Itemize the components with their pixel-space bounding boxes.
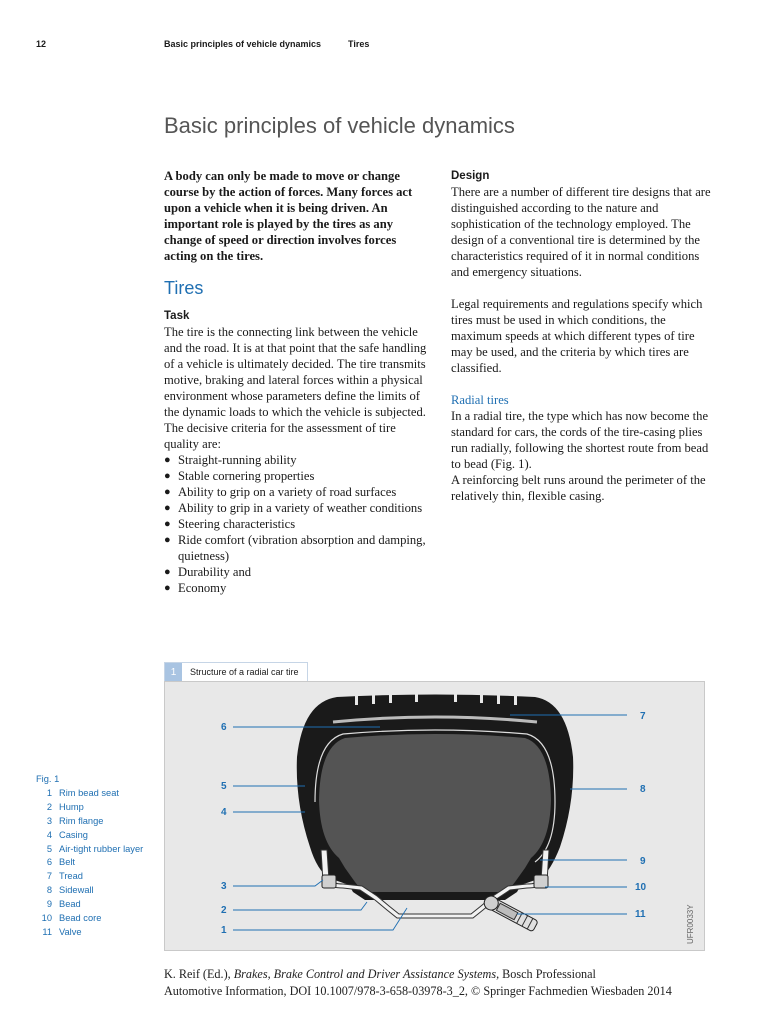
- list-item: ● Stable cornering properties: [164, 468, 432, 484]
- list-item: ● Straight-running ability: [164, 452, 432, 468]
- figure-code: UFR0033Y: [686, 904, 695, 944]
- callout-4: 4: [221, 807, 227, 818]
- bead-right: [534, 875, 548, 888]
- callout-5: 5: [221, 781, 227, 792]
- list-item: ● Ability to grip in a variety of weather conditions: [164, 500, 432, 516]
- legend-item: 3 Rim flange: [46, 815, 104, 826]
- tire-cross-section: [165, 682, 704, 950]
- design-paragraph-2: Legal requirements and regulations specify which tires must be used in which conditions, the maximum speeds at which different types of tire may be used, and the criteria by which tires are classified.: [451, 297, 703, 375]
- tire-cavity: [319, 734, 551, 892]
- callout-9: 9: [640, 856, 646, 867]
- list-item: ● Ability to grip on a variety of road surfaces: [164, 484, 432, 500]
- callout-8: 8: [640, 784, 646, 795]
- right-column: [451, 168, 719, 504]
- book-title: Brakes, Brake Control and Driver Assistance Systems,: [233, 967, 500, 981]
- figure-caption-tab: [164, 662, 308, 682]
- page-title: Basic principles of vehicle dynamics: [164, 113, 515, 138]
- task-heading: Task: [164, 310, 190, 322]
- radial-paragraph-1: In a radial tire, the type which has now become the standard for cars, the cords of the tire-casing plies run radially, following the shortest route from bead to bead (Fig. 1).: [451, 409, 709, 471]
- left-column: [164, 168, 432, 596]
- callout-10: 10: [635, 882, 647, 893]
- running-head-section: Basic principles of vehicle dynamics: [164, 39, 322, 49]
- legend-item: 8 Sidewall: [46, 885, 94, 896]
- list-item: ● Ride comfort (vibration absorption and damping, quietness): [164, 532, 432, 564]
- design-paragraph-1: There are a number of different tire designs that are distinguished according to the nature and sophistication of the technology employed. The design of a conventional tire is determined by the characteristics required of it in normal conditions and emergency situations.: [451, 185, 711, 279]
- intro-paragraph: A body can only be made to move or change course by the action of forces. Many forces act upon a vehicle when it is being driven. An important role is played by the tires as any change of speed or direction involves forces acting on the tires.: [164, 169, 413, 263]
- task-paragraph: The tire is the connecting link between the vehicle and the road. It is at that point that the safe handling of a vehicle is ultimately decided. The tire transmits motive, braking and lateral forces within a physical environment whose parameters define the limits of the dynamic loads to which the vehicle is subjected. The decisive criteria for the assessment of tire quality are:: [164, 325, 427, 451]
- citation-line-2: Automotive Information, DOI 10.1007/978-3-658-03978-3_2, © Springer Fachmedien Wiesbaden 2014: [164, 984, 672, 998]
- legend-item: 5 Air-tight rubber layer: [46, 843, 144, 854]
- callout-1: 1: [221, 925, 227, 936]
- list-item: ● Durability and: [164, 564, 432, 580]
- bead-left: [322, 875, 336, 888]
- legend-item: 11 Valve: [42, 926, 82, 937]
- valve-icon: [482, 894, 539, 933]
- callout-7: 7: [640, 711, 646, 722]
- legend-item: 10 Bead core: [41, 913, 102, 924]
- legend-item: 1 Rim bead seat: [46, 787, 119, 798]
- legend-item: 6 Belt: [46, 857, 76, 868]
- figure-title: Structure of a radial car tire: [190, 667, 299, 677]
- design-heading: Design: [451, 170, 490, 182]
- radial-paragraph-2: A reinforcing belt runs around the perimeter of the relatively thin, flexible casing.: [451, 473, 706, 503]
- tire-diagram: [164, 681, 705, 951]
- callout-3: 3: [221, 881, 227, 892]
- citation-footer: [164, 966, 672, 1000]
- running-head-subsection: Tires: [348, 39, 370, 49]
- page-number: 12: [36, 39, 47, 49]
- criteria-list: [164, 452, 432, 596]
- list-item: ● Steering characteristics: [164, 516, 432, 532]
- callout-6: 6: [221, 722, 227, 733]
- citation-line-1: K. Reif (Ed.), Brakes, Brake Control and Driver Assistance Systems, Bosch Professional: [164, 967, 596, 981]
- legend-label: Fig. 1: [36, 774, 60, 784]
- figure-legend: [36, 773, 161, 940]
- legend-item: 9 Bead: [46, 899, 81, 910]
- figure-number: 1: [165, 663, 182, 682]
- legend-item: 7 Tread: [46, 871, 83, 882]
- callout-2: 2: [221, 905, 227, 916]
- callout-11: 11: [635, 909, 646, 920]
- list-item: ● Economy: [164, 580, 432, 596]
- legend-item: 2 Hump: [46, 801, 84, 812]
- radial-tires-heading: Radial tires: [451, 393, 509, 407]
- legend-item: 4 Casing: [46, 829, 88, 840]
- tires-heading: Tires: [164, 278, 204, 298]
- running-head: [0, 39, 768, 53]
